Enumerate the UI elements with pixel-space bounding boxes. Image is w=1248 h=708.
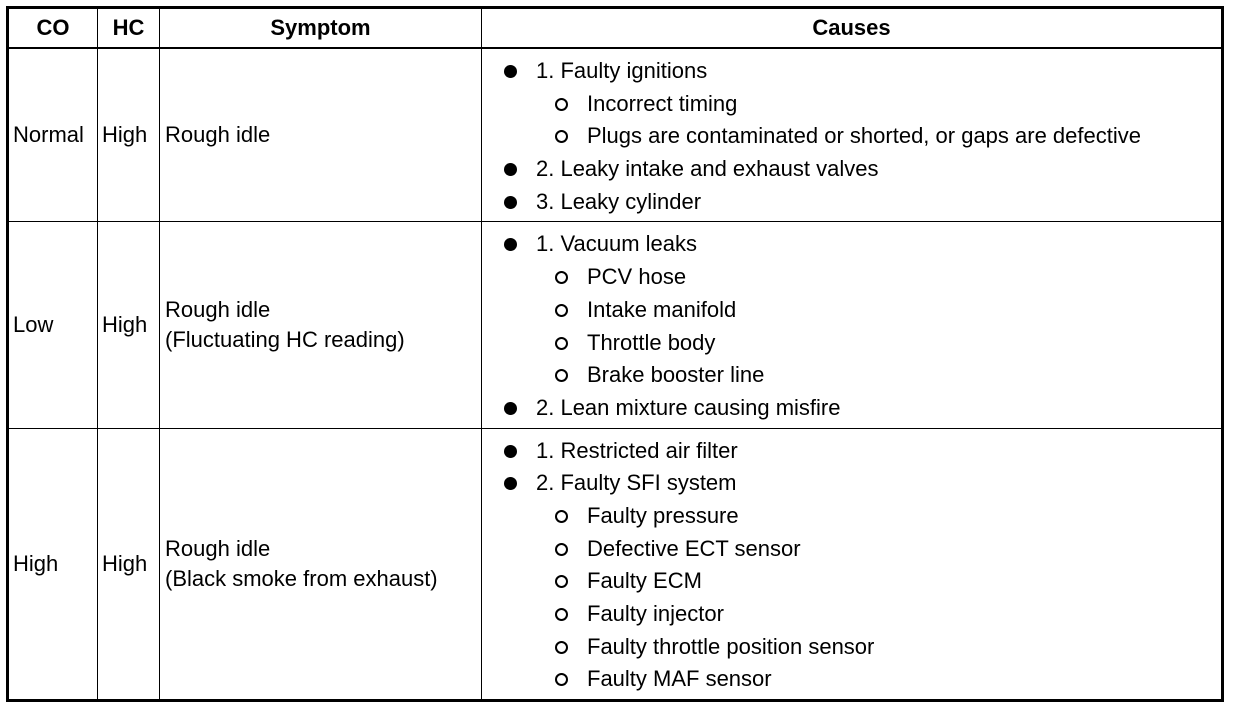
- filled-bullet-icon: [504, 445, 517, 458]
- sub-cause-item: [482, 565, 1221, 598]
- symptom-cell: [160, 48, 482, 222]
- hollow-bullet-icon: [555, 271, 568, 284]
- hollow-bullet-icon: [555, 575, 568, 588]
- symptom-cell: [160, 222, 482, 428]
- cause-text: 3. Leaky cylinder: [536, 188, 702, 214]
- sub-cause-item: [482, 631, 1221, 664]
- cause-text: Incorrect timing: [587, 90, 738, 116]
- filled-bullet-icon: [504, 196, 517, 209]
- cause-text: Faulty throttle position sensor: [587, 633, 875, 659]
- cause-text: 1. Vacuum leaks: [536, 231, 698, 257]
- symptom-line: (Black smoke from exhaust): [165, 565, 438, 591]
- symptom-line: Rough idle: [165, 122, 271, 148]
- co-value: Normal: [8, 48, 98, 222]
- sub-cause-item: [482, 359, 1221, 392]
- hollow-bullet-icon: [555, 337, 568, 350]
- hollow-bullet-icon: [555, 510, 568, 523]
- sub-cause-item: [482, 327, 1221, 360]
- cause-text: 1. Faulty ignitions: [536, 58, 708, 83]
- cause-text: 2. Lean mixture causing misfire: [536, 394, 841, 420]
- cause-item: [482, 55, 1221, 88]
- cause-text: Faulty MAF sensor: [587, 666, 772, 692]
- table-header: [8, 8, 1223, 49]
- filled-bullet-icon: [504, 238, 517, 251]
- co-value: Low: [8, 222, 98, 428]
- filled-bullet-icon: [504, 163, 517, 176]
- causes-list: [482, 55, 1221, 218]
- cause-text: Plugs are contaminated or shorted, or gaps are defective: [587, 123, 1141, 149]
- cause-text: Faulty ECM: [587, 568, 702, 594]
- cause-item: [482, 467, 1221, 500]
- cause-text: PCV hose: [587, 264, 687, 290]
- header-causes: Causes: [482, 8, 1223, 49]
- header-hc: HC: [98, 8, 160, 49]
- cause-text: Throttle body: [587, 329, 716, 355]
- sub-cause-item: [482, 500, 1221, 533]
- hollow-bullet-icon: [555, 608, 568, 621]
- hc-value: High: [98, 222, 160, 428]
- cause-text: Defective ECT sensor: [587, 535, 801, 561]
- symptom-line: (Fluctuating HC reading): [165, 327, 405, 352]
- table-row: [8, 48, 1223, 222]
- symptom-line: Rough idle: [165, 535, 271, 561]
- cause-text: 2. Leaky intake and exhaust valves: [536, 156, 879, 182]
- causes-cell: [482, 428, 1223, 701]
- sub-cause-item: [482, 663, 1221, 696]
- sub-cause-item: [482, 294, 1221, 327]
- hollow-bullet-icon: [555, 543, 568, 556]
- cause-text: 1. Restricted air filter: [536, 437, 738, 463]
- table-row: [8, 222, 1223, 428]
- cause-text: Brake booster line: [587, 362, 765, 388]
- sub-cause-item: [482, 598, 1221, 631]
- hollow-bullet-icon: [555, 98, 568, 111]
- hc-value: High: [98, 428, 160, 701]
- cause-item: [482, 153, 1221, 186]
- table-body: [8, 48, 1223, 701]
- sub-cause-item: [482, 533, 1221, 566]
- co-value: High: [8, 428, 98, 701]
- cause-text: Faulty pressure: [587, 502, 739, 528]
- hc-value: High: [98, 48, 160, 222]
- filled-bullet-icon: [504, 477, 517, 490]
- table-row: [8, 428, 1223, 701]
- filled-bullet-icon: [504, 65, 517, 78]
- sub-cause-item: [482, 261, 1221, 294]
- hollow-bullet-icon: [555, 304, 568, 317]
- diagnosis-table: [6, 6, 1224, 702]
- header-symptom: Symptom: [160, 8, 482, 49]
- causes-cell: [482, 48, 1223, 222]
- cause-item: [482, 392, 1221, 425]
- symptom-line: Rough idle: [165, 297, 271, 322]
- filled-bullet-icon: [504, 402, 517, 415]
- hollow-bullet-icon: [555, 130, 568, 143]
- cause-item: [482, 435, 1221, 468]
- hollow-bullet-icon: [555, 641, 568, 654]
- cause-item: [482, 186, 1221, 219]
- cause-text: Faulty injector: [587, 601, 724, 626]
- causes-list: [482, 435, 1221, 697]
- causes-cell: [482, 222, 1223, 428]
- header-row: [8, 8, 1223, 49]
- cause-item: [482, 228, 1221, 261]
- symptom-cell: [160, 428, 482, 701]
- hollow-bullet-icon: [555, 369, 568, 382]
- header-co: CO: [8, 8, 98, 49]
- sub-cause-item: [482, 120, 1221, 153]
- causes-list: [482, 228, 1221, 424]
- cause-text: Intake manifold: [587, 296, 737, 322]
- cause-text: 2. Faulty SFI system: [536, 470, 737, 496]
- hollow-bullet-icon: [555, 673, 568, 686]
- sub-cause-item: [482, 88, 1221, 121]
